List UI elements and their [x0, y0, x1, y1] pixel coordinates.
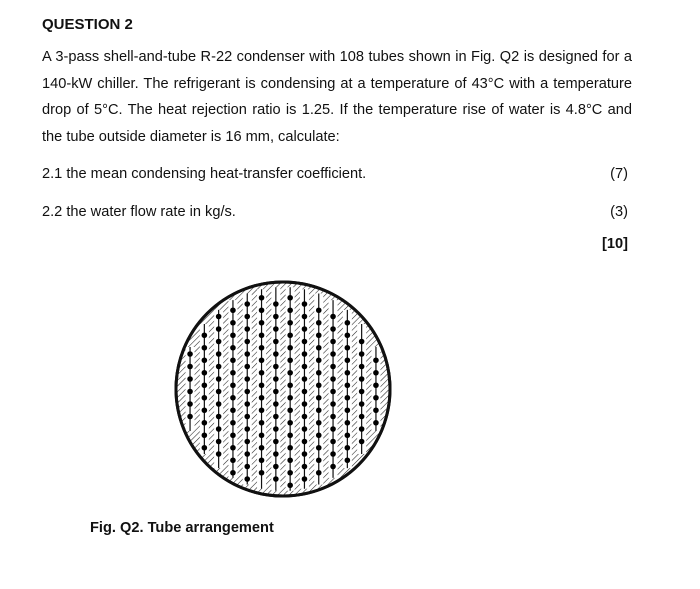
tube-dot — [316, 320, 322, 326]
tube-dot — [359, 439, 365, 445]
tube-dot — [359, 351, 365, 357]
tube-dot — [259, 432, 265, 438]
tube-dot — [330, 401, 336, 407]
tube-dot — [259, 407, 265, 413]
tube-dot — [259, 345, 265, 351]
tube-dot — [330, 376, 336, 382]
tube-dot — [187, 389, 193, 395]
tube-dot — [359, 389, 365, 395]
tube-dot — [287, 482, 293, 488]
tube-dot — [273, 439, 279, 445]
tube-dot — [244, 451, 250, 457]
tube-dot — [230, 407, 236, 413]
tube-dot — [287, 320, 293, 326]
tube-dot — [230, 432, 236, 438]
tube-dot — [345, 420, 351, 426]
tube-dot — [287, 295, 293, 301]
tube-dot — [273, 464, 279, 470]
tube-dot — [287, 470, 293, 476]
tube-dot — [230, 307, 236, 313]
tube-dot — [302, 464, 308, 470]
tube-dot — [345, 370, 351, 376]
tube-dot — [287, 457, 293, 463]
tube-dot — [187, 364, 193, 370]
tube-dot — [244, 414, 250, 420]
tube-dot — [216, 339, 222, 345]
tube-dot — [316, 307, 322, 313]
tube-dot — [244, 439, 250, 445]
tube-dot — [273, 339, 279, 345]
tube-dot — [373, 420, 379, 426]
tube-dot — [273, 351, 279, 357]
tube-dot — [316, 382, 322, 388]
tube-arrangement-figure — [172, 278, 394, 505]
tube-dot — [345, 345, 351, 351]
tube-dot — [259, 445, 265, 451]
tube-dot — [259, 382, 265, 388]
tube-dot — [216, 376, 222, 382]
tube-dot — [302, 351, 308, 357]
tube-dot — [273, 301, 279, 307]
tube-dot — [330, 364, 336, 370]
tube-dot — [330, 439, 336, 445]
tube-dot — [359, 339, 365, 345]
tube-dot — [244, 364, 250, 370]
tube-dot — [216, 439, 222, 445]
tube-dot — [230, 345, 236, 351]
tube-dot — [359, 376, 365, 382]
tube-dot — [302, 301, 308, 307]
tube-dot — [244, 301, 250, 307]
tube-dot — [287, 332, 293, 338]
tube-dot — [273, 451, 279, 457]
tube-dot — [230, 382, 236, 388]
tube-dot — [259, 370, 265, 376]
tube-dot — [216, 351, 222, 357]
tube-dot — [302, 451, 308, 457]
total-marks: [10] — [602, 236, 628, 252]
tube-dot — [216, 326, 222, 332]
tube-dot — [244, 426, 250, 432]
tube-dot — [316, 370, 322, 376]
tube-dot — [216, 414, 222, 420]
tube-dot — [273, 476, 279, 482]
tube-dot — [287, 407, 293, 413]
tube-dot — [244, 389, 250, 395]
tube-dot — [273, 364, 279, 370]
tube-dot — [259, 420, 265, 426]
tube-dot — [302, 364, 308, 370]
tube-dot — [259, 307, 265, 313]
tube-dot — [230, 457, 236, 463]
tube-dot — [330, 314, 336, 320]
tube-sheet-diagram — [172, 278, 394, 500]
marks-2-2: (3) — [610, 204, 628, 220]
tube-dot — [373, 395, 379, 401]
tube-dot — [316, 395, 322, 401]
sub-question-2-1: 2.1 the mean condensing heat-transfer coefficient. — [42, 166, 367, 182]
tube-dot — [330, 464, 336, 470]
tube-dot — [287, 370, 293, 376]
tube-dot — [316, 407, 322, 413]
tube-dot — [202, 370, 208, 376]
question-title: QUESTION 2 — [42, 16, 133, 33]
tube-dot — [244, 339, 250, 345]
tube-dot — [216, 401, 222, 407]
tube-dot — [345, 432, 351, 438]
tube-dot — [259, 332, 265, 338]
tube-dot — [230, 332, 236, 338]
tube-dot — [330, 426, 336, 432]
tube-dot — [216, 389, 222, 395]
tube-dot — [330, 339, 336, 345]
tube-dot — [230, 470, 236, 476]
tube-dot — [273, 376, 279, 382]
tube-dot — [187, 401, 193, 407]
tube-dot — [316, 345, 322, 351]
tube-dot — [316, 357, 322, 363]
tube-dot — [230, 320, 236, 326]
tube-dot — [244, 401, 250, 407]
tube-dot — [316, 332, 322, 338]
tube-dot — [302, 376, 308, 382]
tube-dot — [187, 351, 193, 357]
tube-dot — [202, 420, 208, 426]
tube-dot — [373, 382, 379, 388]
tube-dot — [345, 445, 351, 451]
question-statement: A 3-pass shell-and-tube R-22 condenser with 108 tubes shown in Fig. Q2 is designed for a 140-kW chiller. The refrigerant is condensing at a temperature of 43°C with a temperature drop of 5°C. The heat rejection ratio is 1.25. If the temperature rise of water is 4.8°C and the tube outside diameter is 16 mm, calculate: — [42, 49, 632, 145]
tube-dot — [216, 314, 222, 320]
tube-dot — [359, 364, 365, 370]
tube-dot — [330, 326, 336, 332]
tube-dot — [273, 314, 279, 320]
tube-dot — [244, 476, 250, 482]
tube-dot — [287, 357, 293, 363]
tube-dot — [259, 470, 265, 476]
tube-dot — [302, 426, 308, 432]
tube-dot — [373, 407, 379, 413]
tube-dot — [244, 376, 250, 382]
tube-dot — [216, 451, 222, 457]
tube-dot — [273, 326, 279, 332]
tube-dot — [302, 389, 308, 395]
tube-dot — [302, 414, 308, 420]
tube-dot — [330, 451, 336, 457]
tube-dot — [287, 345, 293, 351]
tube-dot — [273, 401, 279, 407]
tube-dot — [202, 332, 208, 338]
tube-dot — [287, 432, 293, 438]
tube-dot — [230, 445, 236, 451]
tube-dot — [330, 351, 336, 357]
marks-2-1: (7) — [610, 166, 628, 182]
tube-dot — [302, 339, 308, 345]
tube-dot — [202, 407, 208, 413]
tube-dot — [273, 414, 279, 420]
tube-dot — [187, 414, 193, 420]
sub-question-2-2: 2.2 the water flow rate in kg/s. — [42, 204, 236, 220]
tube-dot — [259, 320, 265, 326]
tube-dot — [345, 407, 351, 413]
tube-dot — [287, 395, 293, 401]
tube-dot — [259, 457, 265, 463]
tube-dot — [187, 376, 193, 382]
tube-dot — [359, 414, 365, 420]
tube-dot — [202, 382, 208, 388]
figure-caption: Fig. Q2. Tube arrangement — [90, 520, 274, 536]
tube-dot — [287, 420, 293, 426]
tube-dot — [244, 351, 250, 357]
tube-dot — [216, 426, 222, 432]
tube-dot — [373, 370, 379, 376]
tube-dot — [302, 476, 308, 482]
tube-dot — [287, 445, 293, 451]
tube-dot — [230, 357, 236, 363]
tube-dot — [359, 401, 365, 407]
tube-dot — [345, 382, 351, 388]
tube-dot — [316, 420, 322, 426]
tube-dot — [273, 389, 279, 395]
tube-dot — [316, 457, 322, 463]
tube-dot — [230, 370, 236, 376]
tube-dot — [302, 439, 308, 445]
tube-dot — [230, 395, 236, 401]
tube-dot — [359, 426, 365, 432]
tube-dot — [202, 357, 208, 363]
tube-dot — [345, 332, 351, 338]
tube-dot — [202, 345, 208, 351]
tube-dot — [216, 364, 222, 370]
tube-dot — [244, 314, 250, 320]
tube-dot — [345, 320, 351, 326]
tube-dot — [287, 307, 293, 313]
tube-dot — [244, 326, 250, 332]
tube-dot — [202, 445, 208, 451]
tube-dot — [316, 470, 322, 476]
tube-dot — [302, 314, 308, 320]
tube-dot — [259, 395, 265, 401]
tube-dot — [202, 432, 208, 438]
tube-dot — [259, 357, 265, 363]
tube-dot — [345, 357, 351, 363]
tube-dot — [345, 395, 351, 401]
tube-dot — [373, 357, 379, 363]
tube-dot — [244, 464, 250, 470]
tube-dot — [273, 426, 279, 432]
tube-dot — [202, 395, 208, 401]
tube-dot — [330, 389, 336, 395]
tube-dot — [316, 445, 322, 451]
tube-dot — [259, 295, 265, 301]
tube-dot — [230, 420, 236, 426]
tube-dot — [330, 414, 336, 420]
tube-dot — [345, 457, 351, 463]
tube-dot — [302, 326, 308, 332]
tube-dot — [316, 432, 322, 438]
tube-dot — [287, 382, 293, 388]
tube-dot — [302, 401, 308, 407]
